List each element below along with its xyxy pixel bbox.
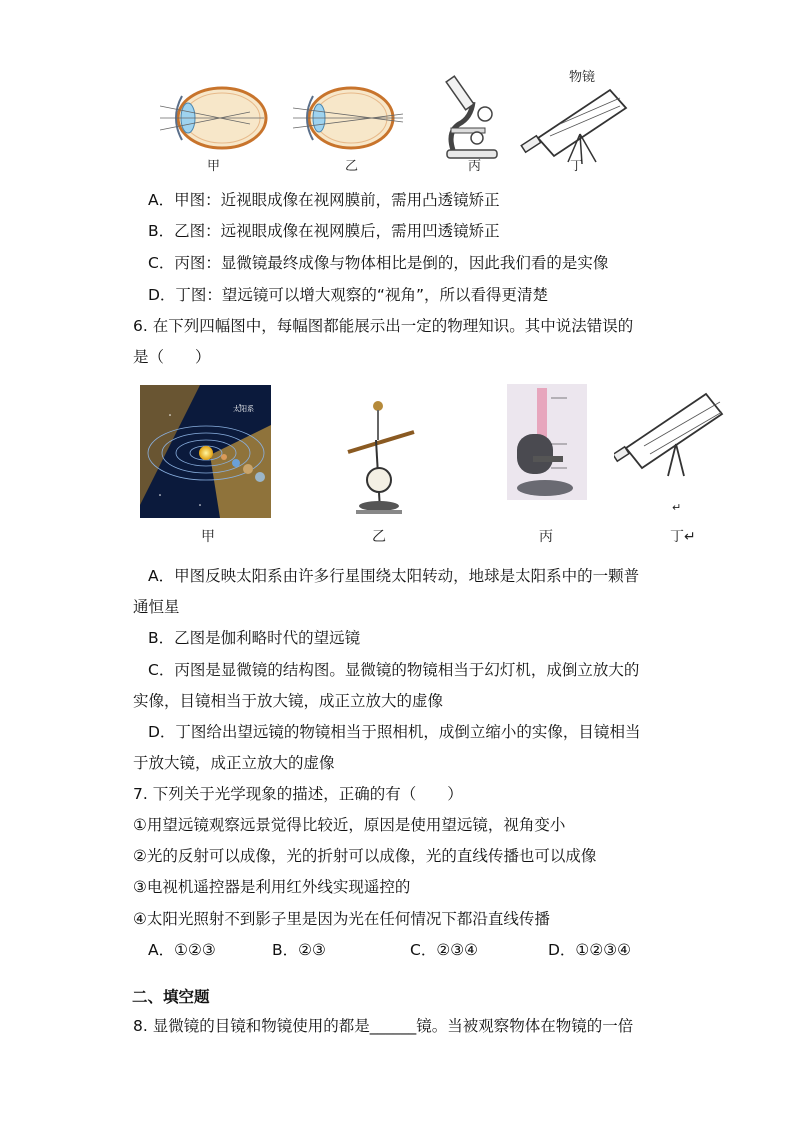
q6-caption-yi: 乙 bbox=[372, 529, 386, 545]
q6-option-c-line2: 实像，目镜相当于放大镜，成正立放大的虚像 bbox=[133, 692, 444, 710]
q7-statement-4: ④太阳光照射不到影子里是因为光在任何情况下都沿直线传播 bbox=[133, 910, 550, 928]
q5-option-a: A．甲图：近视眼成像在视网膜前，需用凸透镜矫正 bbox=[148, 191, 500, 209]
caption-jia: 甲 bbox=[207, 159, 221, 174]
q7-choice-a: A．①②③ bbox=[148, 941, 216, 959]
galileo-telescope-figure-yi bbox=[346, 400, 416, 520]
telescope-objective-label: 物镜 bbox=[569, 70, 596, 85]
q5-option-d: D．丁图：望远镜可以增大观察的“视角”，所以看得更清楚 bbox=[148, 286, 548, 304]
q5-option-b: B．乙图：远视眼成像在视网膜后，需用凹透镜矫正 bbox=[148, 222, 500, 240]
return-mark: ↵ bbox=[672, 501, 682, 514]
section-title-fill-in: 二、填空题 bbox=[132, 988, 210, 1006]
q6-stem-line2: 是（ ） bbox=[133, 348, 211, 366]
caption-ding: 丁 bbox=[570, 159, 584, 174]
solar-system-label: 太阳系 bbox=[233, 405, 254, 413]
eye-figure-yi bbox=[293, 82, 405, 152]
q6-option-b: B．乙图是伽利略时代的望远镜 bbox=[148, 629, 361, 647]
microscope-figure-bing bbox=[437, 72, 507, 162]
q5-option-c: C．丙图：显微镜最终成像与物体相比是倒的，因此我们看的是实像 bbox=[148, 254, 609, 272]
telescope-figure-ding-2 bbox=[614, 384, 729, 484]
q8-stem: 8. 显微镜的目镜和物镜使用的都是______镜。当被观察物体在物镜的一倍 bbox=[133, 1017, 634, 1035]
q7-choice-b: B．②③ bbox=[272, 941, 326, 959]
q7-choice-c: C．②③④ bbox=[410, 941, 479, 959]
q6-caption-ding: 丁↵ bbox=[670, 529, 696, 545]
q7-statement-2: ②光的反射可以成像，光的折射可以成像，光的直线传播也可以成像 bbox=[133, 847, 597, 865]
q6-option-d-line1: D．丁图给出望远镜的物镜相当于照相机，成倒立缩小的实像，目镜相当 bbox=[148, 723, 641, 741]
telescope-figure-ding bbox=[520, 84, 635, 164]
eye-figure-jia bbox=[160, 82, 272, 152]
q7-stem: 7. 下列关于光学现象的描述，正确的有（ ） bbox=[133, 785, 463, 803]
q6-caption-bing: 丙 bbox=[539, 529, 553, 545]
q7-statement-1: ①用望远镜观察远景觉得比较近，原因是使用望远镜，视角变小 bbox=[133, 816, 566, 834]
q7-statement-3: ③电视机遥控器是利用红外线实现遥控的 bbox=[133, 878, 411, 896]
microscope-structure-figure-bing bbox=[507, 384, 587, 500]
q6-option-d-line2: 于放大镜，成正立放大的虚像 bbox=[133, 754, 335, 772]
caption-yi: 乙 bbox=[345, 159, 359, 174]
caption-bing: 丙 bbox=[468, 159, 482, 174]
q6-option-c-line1: C．丙图是显微镜的结构图。显微镜的物镜相当于幻灯机，成倒立放大的 bbox=[148, 661, 640, 679]
q6-option-a-line2: 通恒星 bbox=[133, 598, 180, 616]
q6-option-a-line1: A．甲图反映太阳系由许多行星围绕太阳转动，地球是太阳系中的一颗普 bbox=[148, 567, 640, 585]
q7-choice-d: D．①②③④ bbox=[548, 941, 632, 959]
q6-stem-line1: 6. 在下列四幅图中，每幅图都能展示出一定的物理知识。其中说法错误的 bbox=[133, 317, 634, 335]
q6-caption-jia: 甲 bbox=[201, 529, 215, 545]
